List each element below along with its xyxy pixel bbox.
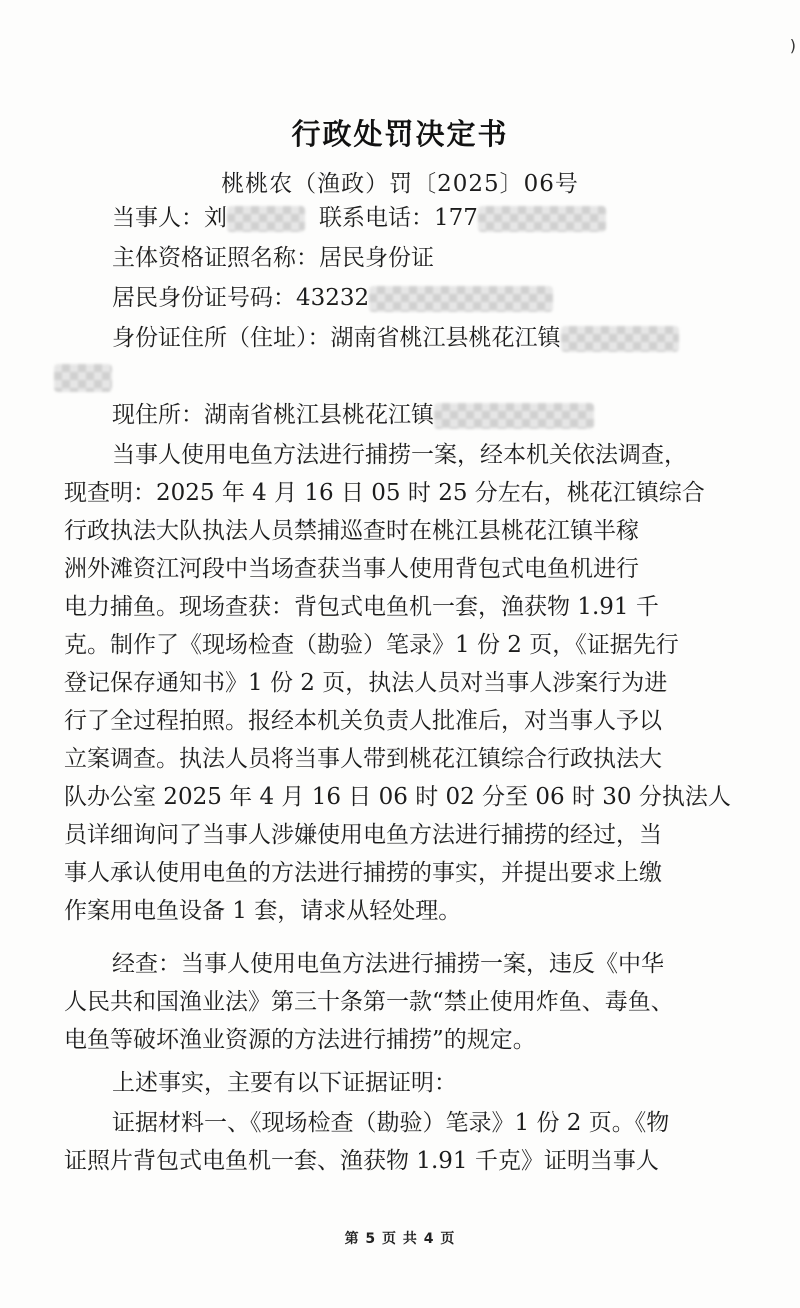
redacted-current-address bbox=[434, 403, 594, 429]
edge-mark: ) bbox=[789, 36, 796, 55]
paragraph-line: 登记保存通知书》1 份 2 页，执法人员对当事人涉案行为进 bbox=[64, 670, 668, 696]
paragraph-line: 事人承认使用电鱼的方法进行捕捞的事实，并提出要求上缴 bbox=[64, 860, 662, 886]
paragraph-line: 作案用电鱼设备 1 套，请求从轻处理。 bbox=[64, 898, 462, 924]
paragraph-line: 队办公室 2025 年 4 月 16 日 06 时 02 分至 06 时 30 分执法人 bbox=[64, 784, 731, 810]
party-name-label: 当事人：刘 bbox=[112, 205, 227, 231]
paragraph-line: 洲外滩资江河段中当场查获当事人使用背包式电鱼机进行 bbox=[64, 556, 639, 582]
paragraph-line: 当事人使用电鱼方法进行捕捞一案，经本机关依法调查， bbox=[112, 442, 687, 468]
paragraph-line: 电鱼等破坏渔业资源的方法进行捕捞”的规定。 bbox=[64, 1027, 536, 1053]
paragraph-line: 员详细询问了当事人涉嫌使用电鱼方法进行捕捞的经过，当 bbox=[64, 822, 662, 848]
document-number: 桃桃农（渔政）罚〔2025〕06号 bbox=[221, 171, 579, 197]
registered-address-line bbox=[112, 323, 679, 353]
redacted-phone bbox=[478, 206, 606, 232]
document-title: 行政处罚决定书 bbox=[291, 117, 509, 151]
paragraph-line: 证据材料一、《现场检查（勘验）笔录》1 份 2 页。《物 bbox=[112, 1110, 670, 1136]
paragraph-line: 证照片背包式电鱼机一套、渔获物 1.91 千克》证明当事人 bbox=[64, 1148, 659, 1174]
paragraph-line: 经查：当事人使用电鱼方法进行捕捞一案，违反《中华 bbox=[112, 951, 664, 977]
paragraph-line: 人民共和国渔业法》第三十条第一款“禁止使用炸鱼、毒鱼、 bbox=[64, 989, 674, 1015]
redacted-id-number bbox=[369, 286, 553, 312]
current-address-line bbox=[112, 400, 594, 430]
id-number-label: 居民身份证号码：43232 bbox=[112, 285, 370, 311]
page-footer: 第 5 页 共 4 页 bbox=[344, 1231, 456, 1247]
redacted-registered-address bbox=[561, 326, 679, 352]
current-address-label: 现住所：湖南省桃江县桃花江镇 bbox=[112, 402, 434, 428]
phone-label: 联系电话：177 bbox=[319, 205, 478, 231]
paragraph-line: 上述事实，主要有以下证据证明： bbox=[112, 1070, 457, 1096]
paragraph-line: 立案调查。执法人员将当事人带到桃花江镇综合行政执法大 bbox=[64, 746, 662, 772]
party-line bbox=[112, 203, 606, 233]
paragraph-line: 克。制作了《现场检查（勘验）笔录》1 份 2 页，《证据先行 bbox=[64, 632, 679, 658]
paragraph-line: 行政执法大队执法人员禁捕巡查时在桃江县桃花江镇半稼 bbox=[64, 518, 639, 544]
paragraph-line: 电力捕鱼。现场查获：背包式电鱼机一套，渔获物 1.91 千 bbox=[64, 594, 659, 620]
registered-address-label: 身份证住所（住址）：湖南省桃江县桃花江镇 bbox=[112, 325, 561, 351]
paragraph-line: 行了全过程拍照。报经本机关负责人批准后，对当事人予以 bbox=[64, 708, 662, 734]
id-number-line bbox=[112, 283, 553, 313]
redacted-registered-address-continued bbox=[54, 364, 112, 392]
license-line: 主体资格证照名称：居民身份证 bbox=[112, 245, 434, 271]
redacted-name bbox=[227, 206, 305, 232]
paragraph-line: 现查明：2025 年 4 月 16 日 05 时 25 分左右，桃花江镇综合 bbox=[64, 480, 705, 506]
